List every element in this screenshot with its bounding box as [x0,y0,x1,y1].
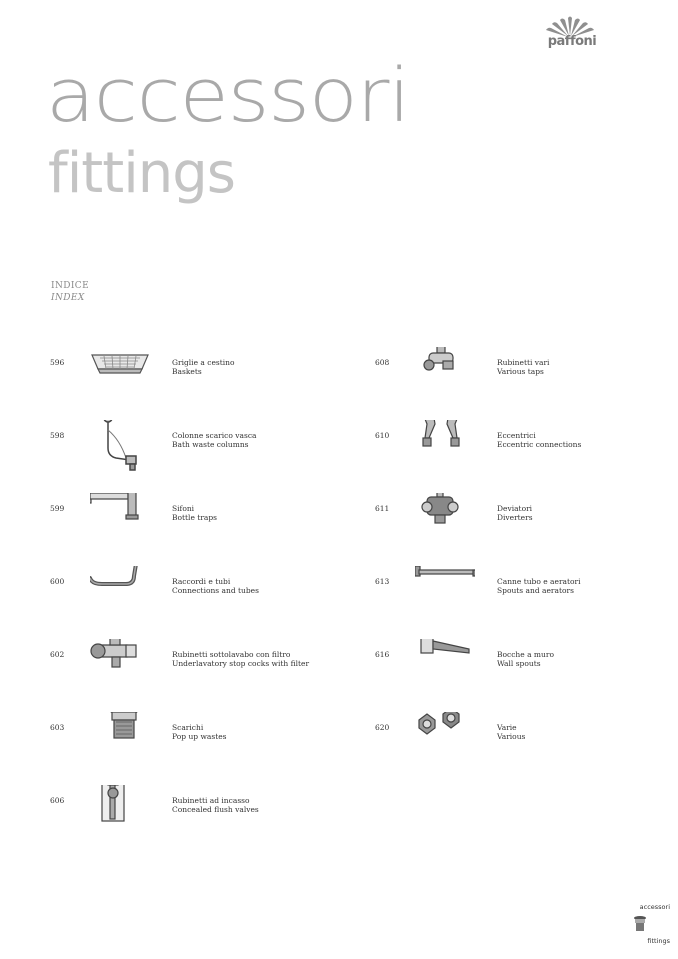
entry-page-number: 620 [375,723,390,732]
page-subtitle: fittings [48,141,235,206]
entry-title-en: Spouts and aerators [497,586,574,595]
bottle-trap-icon [90,493,150,553]
entry-page-number: 610 [375,431,390,440]
basket-icon [90,347,150,407]
footer-section-label: accessori [639,903,670,911]
brand-name: paffoni [547,34,597,49]
entry-page-number: 616 [375,650,390,659]
footer-section-sublabel: fittings [647,937,670,945]
entry-title-it: Deviatori [497,504,533,513]
entry-title-it: Varie [497,723,517,732]
index-label-it: INDICE [51,281,90,291]
entry-title-it: Eccentrici [497,431,536,440]
eccentric-connection-icon [415,420,475,480]
entry-title-it: Raccordi e tubi [172,577,231,586]
index-label-en: INDEX [51,293,85,303]
page-title: accessori [46,53,410,139]
entry-page-number: 611 [375,504,390,513]
stop-cock-icon [90,639,150,699]
entry-title-en: Bottle traps [172,513,217,522]
bath-waste-column-icon [90,420,150,480]
concealed-valve-icon [90,785,150,845]
entry-title-it: Rubinetti sottolavabo con filtro [172,650,291,659]
spout-icon [415,566,475,626]
entry-title-en: Concealed flush valves [172,805,259,814]
entry-title-it: Scarichi [172,723,204,732]
entry-page-number: 608 [375,358,390,367]
entry-title-it: Rubinetti ad incasso [172,796,250,805]
pop-up-waste-icon [90,712,150,772]
entry-title-it: Canne tubo e aeratori [497,577,581,586]
wall-spout-icon [415,639,475,699]
entry-title-en: Various taps [497,367,544,376]
entry-title-it: Bocche a muro [497,650,554,659]
entry-title-en: Baskets [172,367,202,376]
pop-up-waste-thumbnail-icon [633,915,647,933]
connection-tube-icon [90,566,150,626]
entry-title-en: Connections and tubes [172,586,259,595]
entry-title-en: Wall spouts [497,659,541,668]
entry-title-it: Colonne scarico vasca [172,431,257,440]
entry-title-en: Pop up wastes [172,732,227,741]
entry-title-en: Diverters [497,513,533,522]
entry-title-en: Various [497,732,526,741]
entry-page-number: 599 [50,504,65,513]
entry-page-number: 600 [50,577,65,586]
entry-page-number: 603 [50,723,65,732]
entry-title-en: Underlavatory stop cocks with filter [172,659,310,668]
entry-page-number: 613 [375,577,390,586]
entry-page-number: 602 [50,650,65,659]
entry-page-number: 596 [50,358,65,367]
entry-page-number: 598 [50,431,65,440]
tap-icon [415,347,475,407]
entry-title-en: Eccentric connections [497,440,582,449]
entry-page-number: 606 [50,796,65,805]
entry-title-it: Griglie a cestino [172,358,235,367]
entry-title-en: Bath waste columns [172,440,249,449]
entry-title-it: Sifoni [172,504,195,513]
entry-title-it: Rubinetti vari [497,358,550,367]
various-fittings-icon [415,712,475,772]
diverter-icon [415,493,475,553]
